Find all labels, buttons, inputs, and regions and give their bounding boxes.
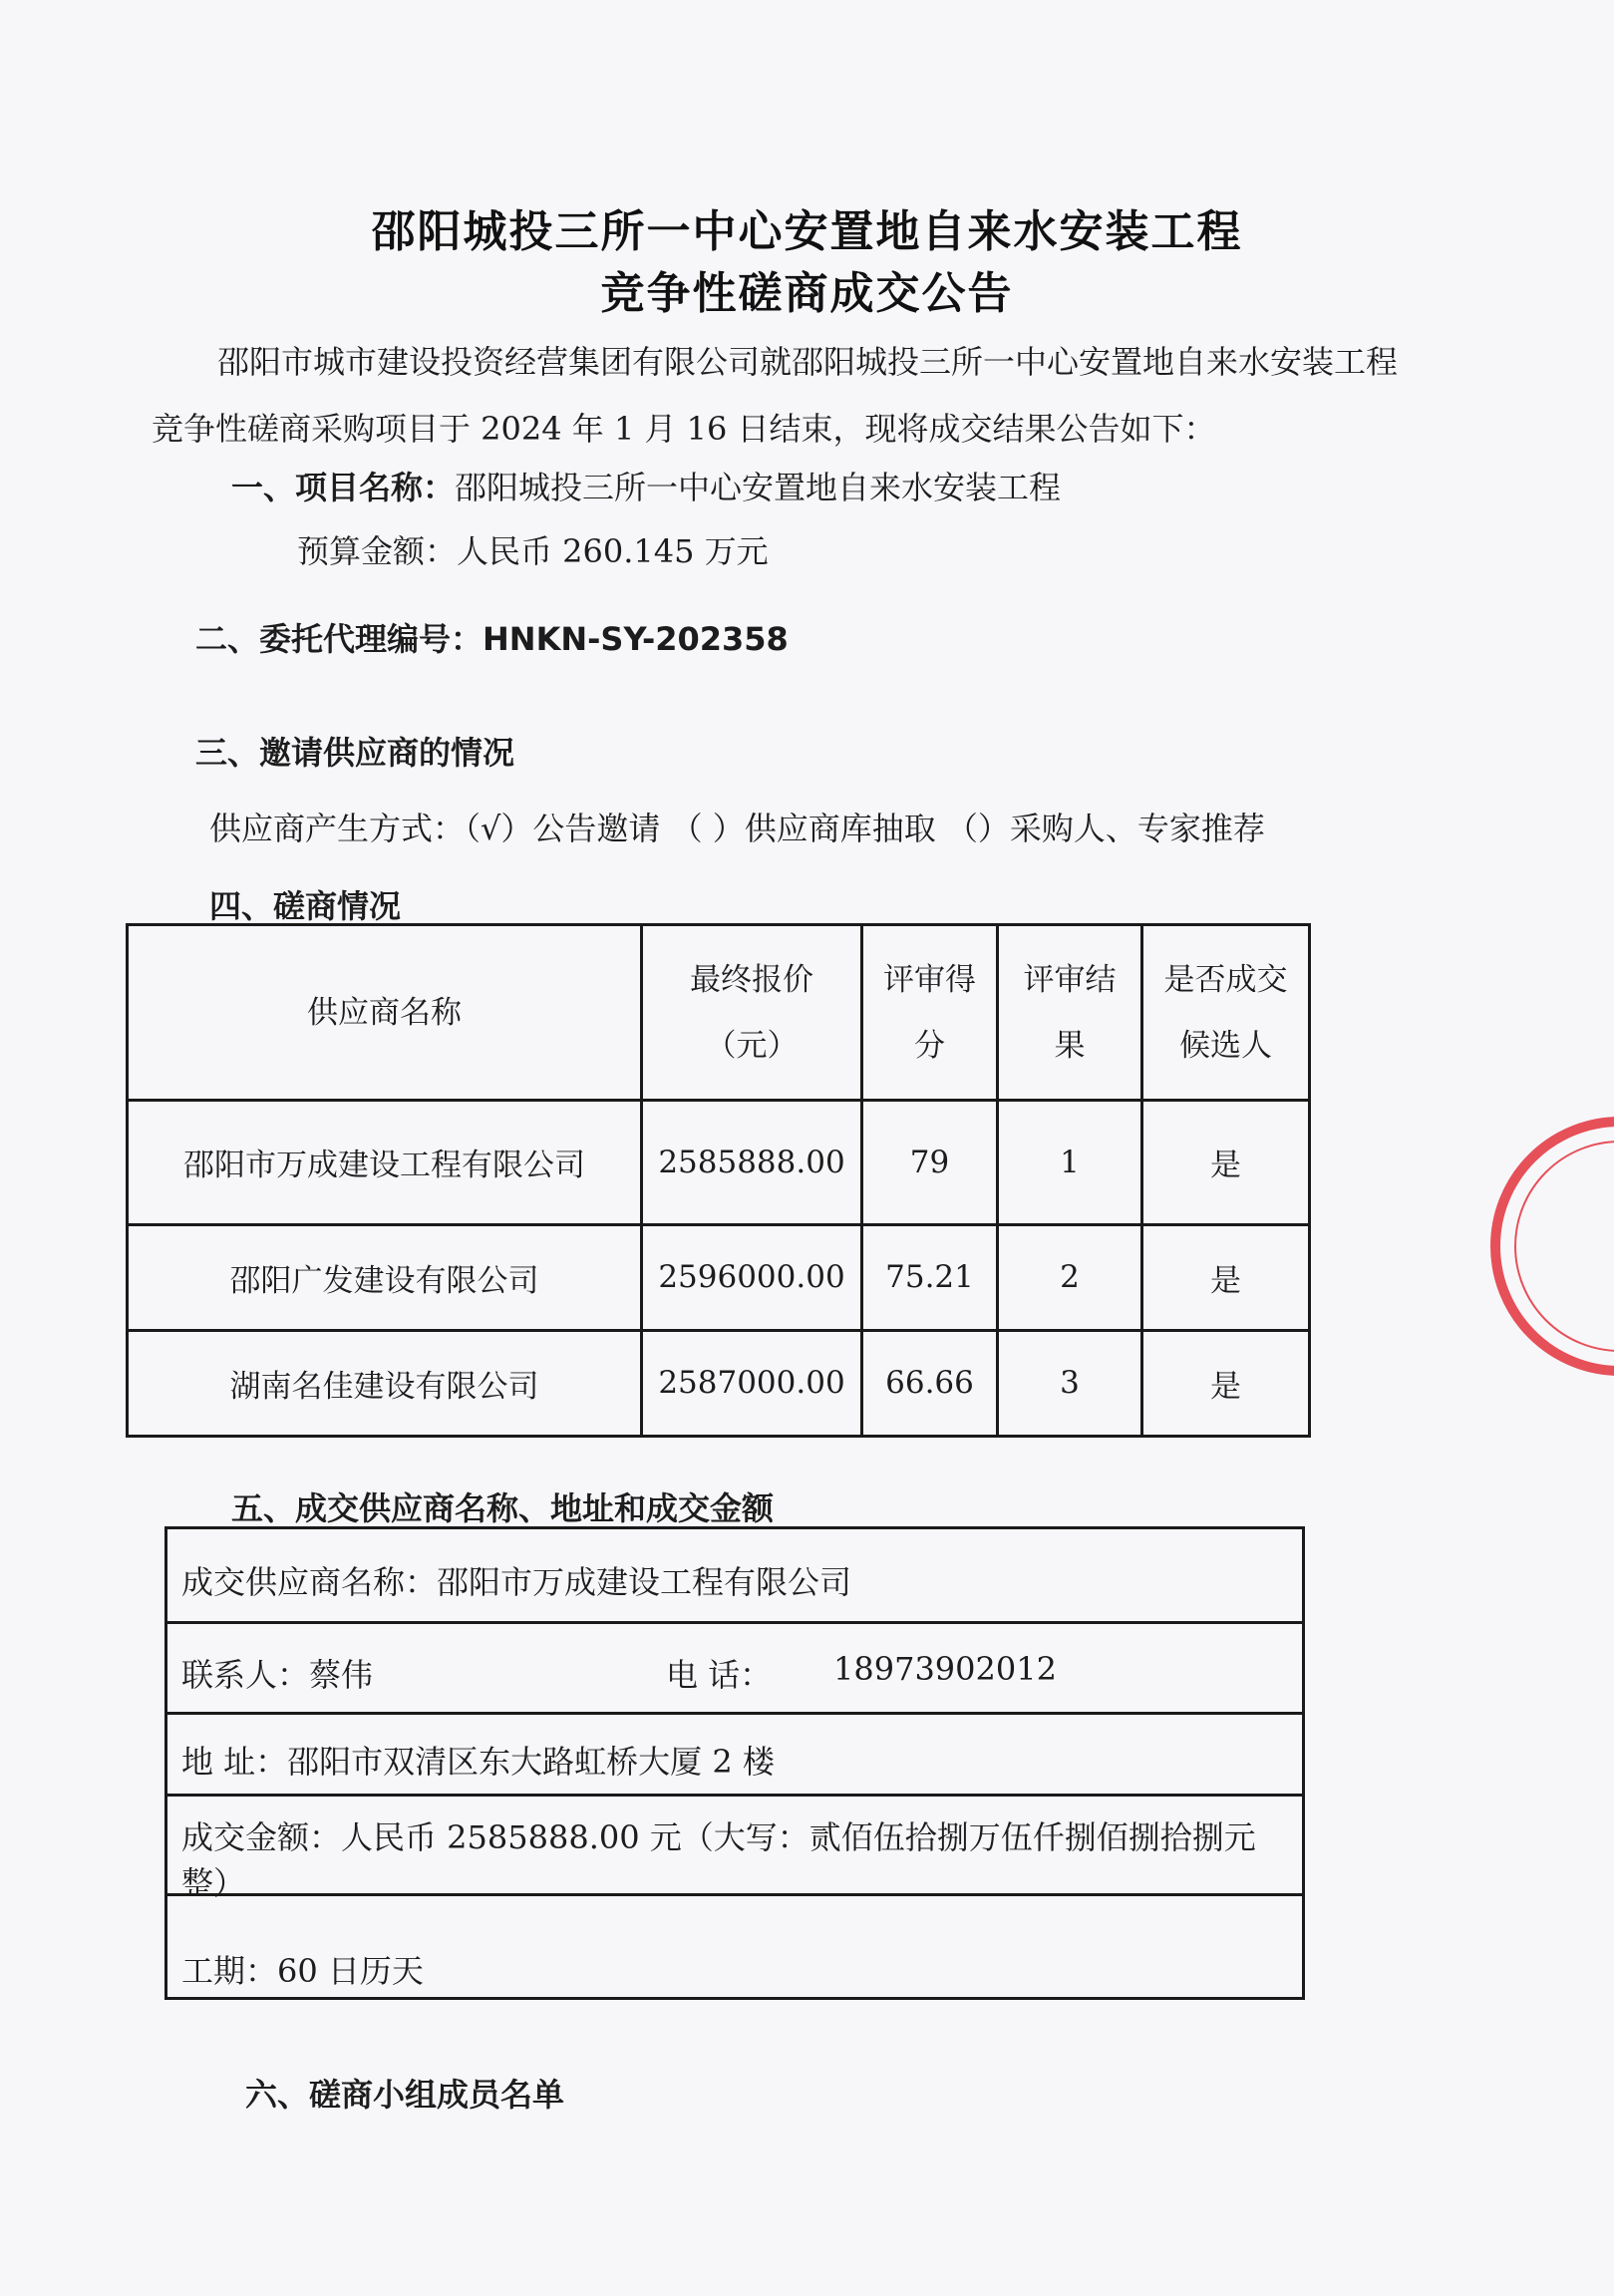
doc-title-line2: 竞争性磋商成交公告 bbox=[600, 268, 1014, 319]
deal-amount-row bbox=[167, 1797, 1302, 1902]
table-row bbox=[128, 1224, 1310, 1330]
table-row bbox=[128, 1330, 1310, 1436]
score: 79 bbox=[862, 1101, 998, 1224]
section3-heading: 三、邀请供应商的情况 bbox=[195, 734, 515, 772]
deal-phone-label: 电 话： bbox=[666, 1656, 773, 1694]
section1-line bbox=[231, 463, 1061, 508]
supplier-name: 邵阳广发建设有限公司 bbox=[128, 1224, 642, 1330]
col-supplier-name: 供应商名称 bbox=[128, 925, 642, 1101]
deal-address-row bbox=[167, 1715, 1302, 1797]
supplier-name: 湖南名佳建设有限公司 bbox=[128, 1330, 642, 1436]
intro-line1: 邵阳市城市建设投资经营集团有限公司就邵阳城投三所一中心安置地自来水安装工程 bbox=[217, 343, 1399, 381]
col-final-price: 最终报价 （元） bbox=[642, 925, 862, 1101]
deal-period: 工期：60 日历天 bbox=[181, 1952, 424, 1990]
col-candidate: 是否成交 候选人 bbox=[1142, 925, 1310, 1101]
table-header-row bbox=[128, 925, 1310, 1101]
deal-supplier-row bbox=[167, 1529, 1302, 1624]
final-price: 2596000.00 bbox=[642, 1224, 862, 1330]
deal-period-row bbox=[167, 1896, 1302, 1997]
deal-address: 地 址：邵阳市双清区东大路虹桥大厦 2 楼 bbox=[181, 1743, 775, 1781]
deal-amount: 成交金额：人民币 2585888.00 元（大写：贰佰伍拾捌万伍仟捌佰捌拾捌元整） bbox=[181, 1818, 1256, 1902]
section5-heading: 五、成交供应商名称、地址和成交金额 bbox=[231, 1489, 775, 1527]
result: 3 bbox=[998, 1330, 1142, 1436]
deal-contact: 联系人：蔡伟 bbox=[181, 1656, 374, 1694]
col-result: 评审结 果 bbox=[998, 925, 1142, 1101]
result: 1 bbox=[998, 1101, 1142, 1224]
candidate: 是 bbox=[1142, 1330, 1310, 1436]
deal-phone: 18973902012 bbox=[833, 1650, 1057, 1688]
table-row bbox=[128, 1101, 1310, 1224]
company-seal bbox=[1490, 1117, 1614, 1376]
col-score: 评审得 分 bbox=[862, 925, 998, 1101]
section4-heading: 四、磋商情况 bbox=[209, 887, 402, 925]
supplier-method: 供应商产生方式：（√）公告邀请 （ ）供应商库抽取 （）采购人、专家推荐 bbox=[209, 810, 1265, 847]
final-price: 2585888.00 bbox=[642, 1101, 862, 1224]
score: 75.21 bbox=[862, 1224, 998, 1330]
candidate: 是 bbox=[1142, 1101, 1310, 1224]
final-price: 2587000.00 bbox=[642, 1330, 862, 1436]
agency-number: 二、委托代理编号：HNKN-SY-202358 bbox=[195, 620, 789, 658]
score: 66.66 bbox=[862, 1330, 998, 1436]
intro-line2: 竞争性磋商采购项目于 2024 年 1 月 16 日结束，现将成交结果公告如下： bbox=[152, 410, 1216, 448]
section1-value: 邵阳城投三所一中心安置地自来水安装工程 bbox=[455, 469, 1062, 506]
section1-label: 一、项目名称： bbox=[231, 469, 456, 506]
section6-heading: 六、磋商小组成员名单 bbox=[245, 2076, 565, 2114]
seal-inner-ring bbox=[1514, 1141, 1614, 1352]
bid-table bbox=[126, 923, 1311, 1438]
budget: 预算金额：人民币 260.145 万元 bbox=[297, 532, 769, 570]
deal-supplier: 成交供应商名称：邵阳市万成建设工程有限公司 bbox=[181, 1563, 852, 1601]
result: 2 bbox=[998, 1224, 1142, 1330]
candidate: 是 bbox=[1142, 1224, 1310, 1330]
doc-title-line1: 邵阳城投三所一中心安置地自来水安装工程 bbox=[371, 206, 1243, 257]
deal-info-box bbox=[164, 1526, 1305, 2000]
supplier-name: 邵阳市万成建设工程有限公司 bbox=[128, 1101, 642, 1224]
deal-contact-row bbox=[167, 1624, 1302, 1715]
